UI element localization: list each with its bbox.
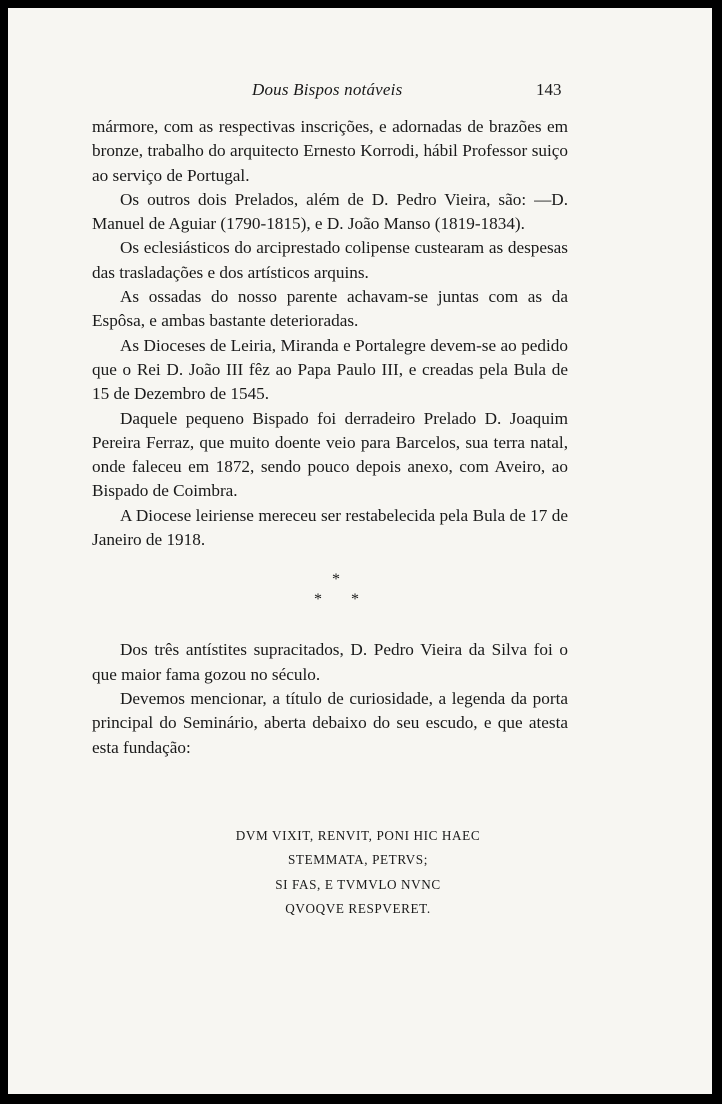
- inscription-line: QVOQVE RESPVERET.: [285, 901, 431, 917]
- asterism-star: *: [351, 591, 359, 609]
- paragraph-continued: mármore, com as respectivas inscrições, e adornadas de brazões em bronze, trabalho do arquitecto Ernesto Korrodi, hábil Professor suiço ao serviço de Portugal.: [92, 117, 568, 185]
- inscription-line: STEMMATA, PETRVS;: [288, 852, 428, 868]
- paragraph-ecclesiastics: Os eclesiásticos do arciprestado colipense custearam as despesas das trasladações e dos artísticos arquins.: [92, 238, 568, 282]
- asterism-star: *: [314, 591, 322, 609]
- running-head: [8, 80, 712, 104]
- paragraph-last-prelate: Daquele pequeno Bispado foi derradeiro Prelado D. Joaquim Pereira Ferraz, que muito doente veio para Barcelos, sua terra natal, onde faleceu em 1872, sendo pouco depois anexo, com Aveiro, ao Bispado de Coimbra.: [92, 408, 568, 501]
- paragraph-restored: A Diocese leiriense mereceu ser restabelecida pela Bula de 17 de Janeiro de 1918.: [92, 505, 568, 550]
- inscription-line: SI FAS, E TVMVLO NVNC: [275, 876, 441, 892]
- spacer: [92, 616, 568, 638]
- asterism-divider: [92, 560, 568, 616]
- asterism-star: *: [332, 571, 340, 589]
- running-title: Dous Bispos notáveis: [252, 80, 403, 99]
- paragraph-legend: Devemos mencionar, a título de curiosidade, a legenda da porta principal do Seminário, aberta debaixo do seu escudo, e que atesta esta fundação:: [92, 688, 568, 757]
- inscription-line: DVM VIXIT, RENVIT, PONI HIC HAEC: [235, 828, 481, 843]
- latin-inscription: [158, 824, 558, 922]
- book-page: [8, 8, 712, 1094]
- paragraph-other-prelates: Os outros dois Prelados, além de D. Pedro Vieira, são: —D. Manuel de Aguiar (1790-1815), e D. João Manso (1819-1834).: [92, 189, 568, 234]
- paragraph-dioceses: As Dioceses de Leiria, Miranda e Portalegre devem-se ao pedido que o Rei D. João III fêz ao Papa Paulo III, e creadas pela Bula de 15 de Dezembro de 1545.: [92, 335, 568, 404]
- paragraph-fame: Dos três antístites supracitados, D. Pedro Vieira da Silva foi o que maior fama gozou no século.: [92, 640, 568, 684]
- body-text: [92, 115, 568, 760]
- paragraph-remains: As ossadas do nosso parente achavam-se juntas com as da Espôsa, e ambas bastante deterioradas.: [92, 287, 568, 331]
- page-number: 143: [536, 80, 562, 99]
